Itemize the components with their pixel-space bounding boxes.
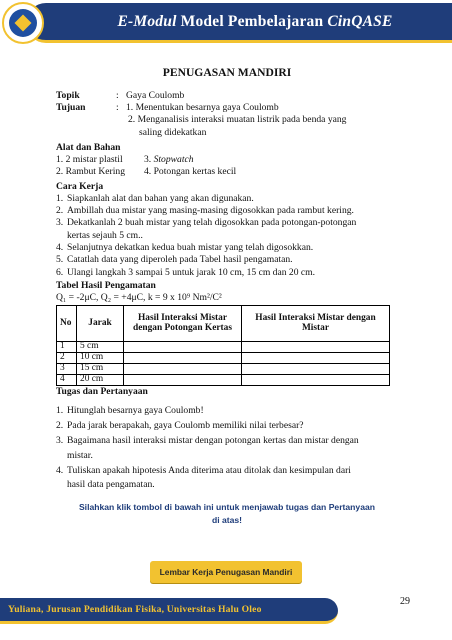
list-item: 1. Hitunglah besarnya gaya Coulomb! [56,405,204,417]
answer-cell[interactable] [242,353,390,364]
observation-table [56,305,390,386]
page-title: PENUGASAN MANDIRI [162,66,292,79]
topik-value: Gaya Coulomb [126,89,185,101]
answer-cell[interactable] [242,364,390,375]
tugas-list [56,404,398,493]
list-item: 2. Ambillah dua mistar yang masing-masing digosokkan pada rambut kering. [56,205,354,217]
list-item: 3. Bagaimana hasil interaksi mistar dengan potongan kertas dan mistar dengan [56,434,359,446]
answer-cell[interactable] [242,374,390,385]
list-item-continuation: hasil data pengamatan. [67,479,155,491]
page-header [0,0,452,44]
list-item-continuation: mistar. [67,449,93,461]
topik-label: Topik [56,89,80,101]
tujuan-item-1: 1. Menentukan besarnya gaya Coulomb [126,102,279,114]
header-interaksi-mistar: Hasil Interaksi Mistar dengan Mistar [242,306,390,342]
topik-row: Topik : Gaya Coulomb [56,89,185,101]
tujuan-label: Tujuan [56,102,86,114]
table-header-row [57,306,390,342]
tujuan-item-2: 2. Menganalisis interaksi muatan listrik pada benda yang saling didekatkan [128,114,347,138]
page-number: 29 [400,596,410,607]
answer-cell[interactable] [242,342,390,353]
header-interaksi-kertas: Hasil Interaksi Mistar dengan Potongan Kertas [124,306,242,342]
list-item: 5. Catatlah data yang diperoleh pada Tabel hasil pengamatan. [56,254,293,266]
answer-cell[interactable] [124,353,242,364]
list-item: 4. Tuliskan apakah hipotesis Anda diterima atau ditolak dan kesimpulan dari [56,464,351,476]
cara-kerja-list [56,193,398,279]
page-footer [0,598,452,626]
tugas-heading: Tugas dan Pertanyaan [56,385,148,397]
main-content [56,66,398,527]
list-item-continuation: kertas sejauh 5 cm.. [67,229,143,241]
alat-heading: Alat dan Bahan [56,141,121,153]
list-item: 2. Pada jarak berapakah, gaya Coulomb memiliki nilai terbesar? [56,419,304,431]
list-item: 1. Siapkanlah alat dan bahan yang akan digunakan. [56,192,254,204]
footer-author: Yuliana, Jurusan Pendidikan Fisika, Universitas Halu Oleo [8,604,262,615]
answer-cell[interactable] [124,374,242,385]
table-row: 1 5 cm [57,342,390,353]
header-jarak: Jarak [77,306,124,342]
answer-cell[interactable] [124,364,242,375]
tabel-heading: Tabel Hasil Pengamatan [56,279,156,291]
alat-row-1: 1. 2 mistar plastil 3. Stopwatch [56,154,194,166]
module-title: E-Modul Model Pembelajaran CinQASE [117,13,393,30]
lembar-kerja-button[interactable]: Lembar Kerja Penugasan Mandiri [150,561,302,583]
answer-cell[interactable] [124,342,242,353]
header-no: No [57,306,77,342]
cara-kerja-heading: Cara Kerja [56,180,104,192]
instruction-note: Silahkan klik tombol di bawah ini untuk menjawab tugas dan Pertanyaan di atas! [78,502,376,526]
table-row: 3 15 cm [57,364,390,375]
university-logo-icon [2,2,44,44]
tujuan-row: Tujuan : 1. Menentukan besarnya gaya Coulomb [56,102,279,114]
alat-row-2: 2. Rambut Kering 4. Potongan kertas kecil [56,166,237,178]
list-item: 4. Selanjutnya dekatkan kedua buah mistar yang telah digosokkan. [56,242,314,254]
formula: Q₁ = -2μC, Q₂ = +4μC, k = 9 x 10⁹ Nm²/C² [56,292,222,304]
table-row: 4 20 cm [57,374,390,385]
list-item: 6. Ulangi langkah 3 sampai 5 untuk jarak 10 cm, 15 cm dan 20 cm. [56,266,316,278]
table-row: 2 10 cm [57,353,390,364]
list-item: 3. Dekatkanlah 2 buah mistar yang telah digosokkan pada potongan-potongan [56,217,357,229]
